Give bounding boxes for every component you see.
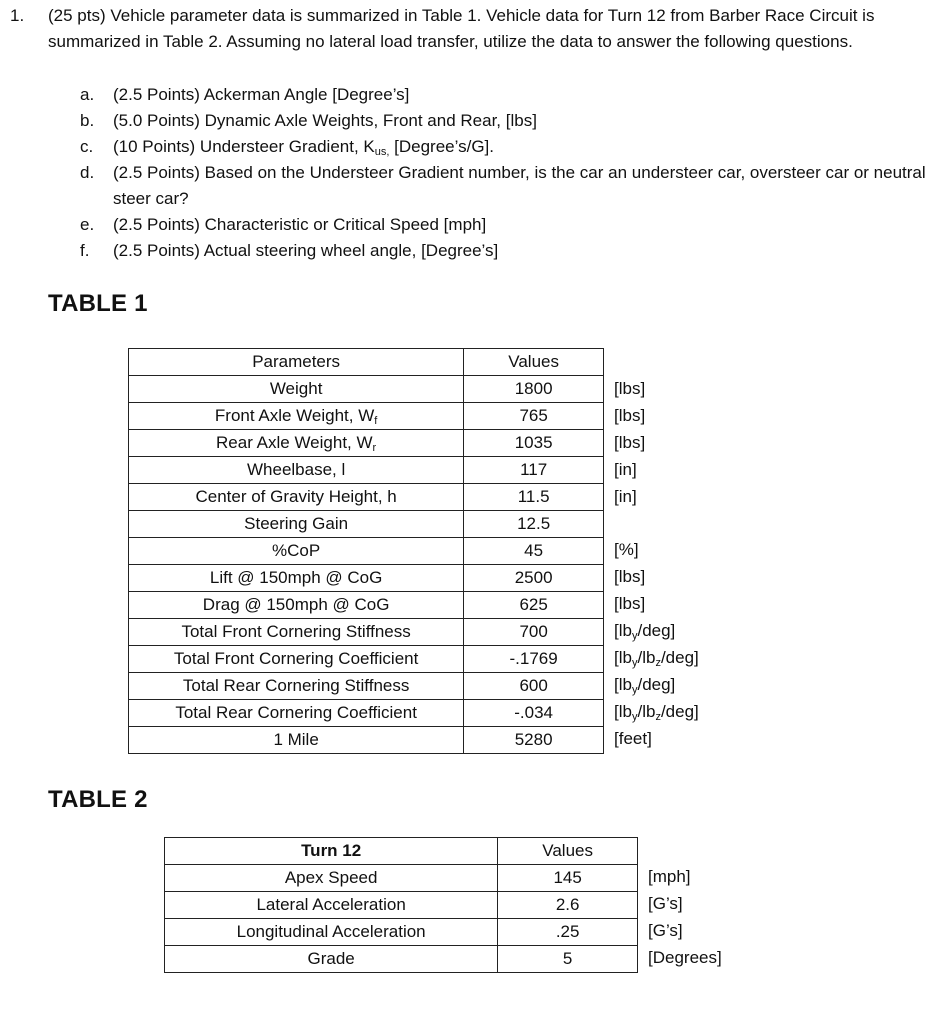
param-cell: Wheelbase, l [129, 457, 464, 484]
unit-label: [in] [614, 459, 637, 479]
param-cell: Rear Axle Weight, $W_r$ [129, 430, 464, 457]
table1-header-value: Values [464, 349, 604, 376]
question-item-e: e. (2.5 Points) Characteristic or Critical Speed [mph] [80, 215, 487, 234]
unit-label: [%] [614, 540, 639, 560]
table-row [129, 430, 604, 457]
question-item-c: c. (10 Points) Understeer Gradient, $K_{us,}$ [Degree’s/G]. [80, 137, 494, 158]
table1-header-row [129, 349, 604, 376]
value-cell: 2.6 [498, 892, 638, 919]
table1-units [614, 376, 699, 752]
param-cell: Total Front Cornering Coefficient [129, 646, 464, 673]
param-cell: Total Rear Cornering Coefficient [129, 700, 464, 727]
unit-label: $[lb_y/lb_z/deg]$ [614, 647, 699, 669]
question-item-a: a. (2.5 Points) Ackerman Angle [Degree’s] [80, 85, 410, 104]
unit-label: [lbs] [614, 432, 646, 452]
param-cell: 1 Mile [129, 727, 464, 754]
table-row [129, 457, 604, 484]
value-cell: 1035 [464, 430, 604, 457]
question-item-f: f. (2.5 Points) Actual steering wheel angle, [Degree’s] [80, 241, 499, 260]
value-cell: -.034 [464, 700, 604, 727]
value-cell: 765 [464, 403, 604, 430]
unit-label: [G’s] [648, 920, 683, 940]
value-cell: 5 [498, 946, 638, 973]
question-items [80, 82, 930, 264]
table-row [129, 403, 604, 430]
table-row [129, 673, 604, 700]
value-cell: 45 [464, 538, 604, 565]
param-cell: Weight [129, 376, 464, 403]
value-cell: -.1769 [464, 646, 604, 673]
unit-label: [mph] [648, 867, 691, 886]
unit-label: $[lb_y/lb_z/deg]$ [614, 701, 699, 723]
table1-header-param: Parameters [129, 349, 464, 376]
param-cell: Grade [165, 946, 498, 973]
value-cell: 600 [464, 673, 604, 700]
table1-title: TABLE 1 [48, 290, 148, 317]
param-cell: Drag @ 150mph @ CoG [129, 592, 464, 619]
param-cell: Longitudinal Acceleration [165, 919, 498, 946]
unit-label [614, 510, 699, 537]
unit-label: [in] [614, 486, 637, 506]
question-number: 1. [10, 6, 25, 25]
param-cell: Lift @ 150mph @ CoG [129, 565, 464, 592]
table-row [129, 646, 604, 673]
unit-label: [lbs] [614, 594, 646, 614]
value-cell: 1800 [464, 376, 604, 403]
table-row [129, 700, 604, 727]
value-cell: 625 [464, 592, 604, 619]
param-cell: Steering Gain [129, 511, 464, 538]
unit-label: $[lb_y/deg]$ [614, 674, 676, 696]
value-cell: 145 [498, 865, 638, 892]
param-cell: %CoP [129, 538, 464, 565]
table-row [165, 865, 638, 892]
value-cell: .25 [498, 919, 638, 946]
unit-label: [lbs] [614, 379, 646, 398]
table-row [165, 946, 638, 973]
table2-title: TABLE 2 [48, 786, 148, 813]
table2 [164, 837, 638, 973]
value-cell: 12.5 [464, 511, 604, 538]
unit-label: [lbs] [614, 567, 646, 587]
value-cell: 700 [464, 619, 604, 646]
table-row [129, 565, 604, 592]
value-cell: 5280 [464, 727, 604, 754]
table2-header-value: Values [498, 838, 638, 865]
unit-label: [G’s] [648, 893, 683, 913]
unit-label: [feet] [614, 728, 652, 748]
table-row [129, 484, 604, 511]
param-cell: Total Front Cornering Stiffness [129, 619, 464, 646]
param-cell: Center of Gravity Height, h [129, 484, 464, 511]
table-row [129, 592, 604, 619]
value-cell: 2500 [464, 565, 604, 592]
question-item-b: b. (5.0 Points) Dynamic Axle Weights, Front and Rear, [lbs] [80, 111, 537, 130]
table2-units [648, 864, 722, 972]
param-cell: Lateral Acceleration [165, 892, 498, 919]
question-text: (25 pts) Vehicle parameter data is summarized in Table 1. Vehicle data for Turn 12 from Barber Race Circuit is summarized in Table 2. Assuming no lateral load transfer, utilize the data to answer the following questions. [48, 6, 875, 51]
unit-label: [Degrees] [648, 947, 722, 967]
table-row [165, 892, 638, 919]
table-row [165, 919, 638, 946]
table2-header-row [165, 838, 638, 865]
table-row [129, 376, 604, 403]
value-cell: 11.5 [464, 484, 604, 511]
table-row [129, 619, 604, 646]
table-row [129, 727, 604, 754]
param-cell: Apex Speed [165, 865, 498, 892]
question-item-d: d. (2.5 Points) Based on the Understeer Gradient number, is the car an understeer car, oversteer car or neutral steer car? [80, 163, 926, 208]
question-intro [10, 3, 930, 55]
table-row [129, 511, 604, 538]
table1 [128, 348, 604, 754]
value-cell: 117 [464, 457, 604, 484]
param-cell: Front Axle Weight, $W_f$ [129, 403, 464, 430]
unit-label: $[lb_y/deg]$ [614, 621, 676, 643]
table-row [129, 538, 604, 565]
table2-header-param: Turn 12 [165, 838, 498, 865]
unit-label: [lbs] [614, 405, 646, 425]
param-cell: Total Rear Cornering Stiffness [129, 673, 464, 700]
